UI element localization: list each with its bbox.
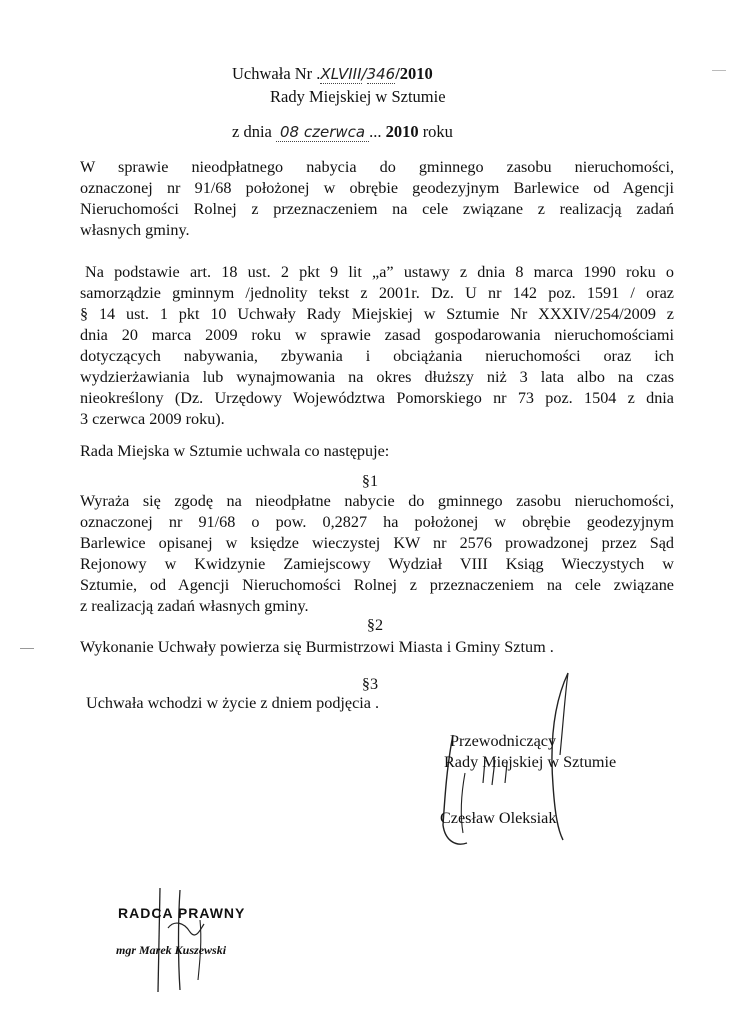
resolution-year: /2010	[395, 64, 433, 83]
subject-paragraph	[80, 157, 674, 241]
signatory-title-line-2: Rady Miejskiej w Sztumie	[444, 753, 617, 771]
section-2-text: Wykonanie Uchwały powierza się Burmistrzowi Miasta i Gminy Sztum .	[80, 638, 554, 656]
signatory-title-line-1: Przewodniczący	[450, 732, 557, 750]
section-1-line: z realizacją zadań własnych gminy.	[80, 597, 309, 615]
resolution-date: z dnia 08 czerwca ... 2010 roku	[232, 122, 453, 141]
section-1-text	[80, 491, 674, 617]
stamp-name: mgr Marek Kuszewski	[116, 943, 227, 957]
council-name: Rady Miejskiej w Sztumie	[270, 87, 446, 106]
date-year: 2010	[385, 122, 419, 141]
date-word: roku	[422, 122, 453, 141]
section-2-mark: §2	[366, 616, 384, 634]
legal-basis-line: 3 czerwca 2009 roku).	[80, 410, 225, 428]
legal-basis-line: dotyczących nabywania, zbywania i obciążania nieruchomości oraz ich	[80, 347, 674, 365]
subject-line: W sprawie nieodpłatnego nabycia do gminnego zasobu nieruchomości,	[80, 158, 674, 176]
section-1-line: Rejonowy w Kwidzynie Zamiejscowy Wydział VIII Ksiąg Wieczystych w	[80, 555, 674, 573]
section-1-line: Barlewice opisanej w księdze wieczystej KW nr 2576 prowadzonej przez Sąd	[80, 534, 674, 552]
legal-basis-line: Na podstawie art. 18 ust. 2 pkt 9 lit „a” ustawy z dnia 8 marca 1990 roku o	[85, 263, 674, 281]
scan-mark	[20, 648, 34, 649]
handwritten-date: 08 czerwca	[276, 123, 369, 142]
subject-line: Nieruchomości Rolnej z przeznaczeniem na cele związane z realizacją zadań	[80, 200, 674, 218]
resolution-title: Uchwała Nr .XLVIII/346/2010	[232, 64, 433, 83]
subject-line: oznaczonej nr 91/68 położonej w obrębie geodezyjnym Barlewice od Agencji	[80, 179, 674, 197]
legal-basis-line: nieokreślony (Dz. Urzędowy Województwa Pomorskiego nr 73 poz. 1504 z dnia	[80, 389, 674, 407]
resolves-statement: Rada Miejska w Sztumie uchwala co następuje:	[80, 442, 390, 460]
handwritten-number-2: 346	[366, 65, 396, 83]
stamp-title: RADCA PRAWNY	[118, 905, 246, 921]
legal-basis-line: dnia 20 marca 2009 roku w sprawie zasad gospodarowania nieruchomościami	[80, 326, 674, 344]
section-1-line: Wyraża się zgodę na nieodpłatne nabycie do gminnego zasobu nieruchomości,	[80, 492, 674, 510]
scan-mark	[712, 70, 726, 71]
resolution-prefix: Uchwała Nr .	[232, 64, 321, 83]
legal-basis-line: § 14 ust. 1 pkt 10 Uchwały Rady Miejskiej w Sztumie Nr XXXIV/254/2009 z	[80, 305, 674, 323]
section-1-line: Sztumie, od Agencji Nieruchomości Rolnej z przeznaczeniem na cele związane	[80, 576, 674, 594]
legal-basis-paragraph	[80, 262, 674, 430]
legal-basis-line: wydzierżawiania lub wynajmowania na okres dłuższy niż 3 lata albo na czas	[80, 368, 674, 386]
subject-line: własnych gminy.	[80, 221, 190, 239]
date-prefix: z dnia	[232, 122, 272, 141]
section-3-mark: §3	[361, 675, 379, 693]
legal-basis-line: samorządzie gminnym /jednolity tekst z 2001r. Dz. U nr 142 poz. 1591 / oraz	[80, 284, 674, 302]
section-1-mark: §1	[361, 472, 379, 490]
signatory-name: Czesław Oleksiak	[440, 809, 557, 827]
section-3-text: Uchwała wchodzi w życie z dniem podjęcia .	[86, 694, 380, 712]
handwritten-number: XLVIII	[320, 65, 362, 83]
section-1-line: oznaczonej nr 91/68 o pow. 0,2827 ha położonej w obrębie geodezyjnym	[80, 513, 674, 531]
